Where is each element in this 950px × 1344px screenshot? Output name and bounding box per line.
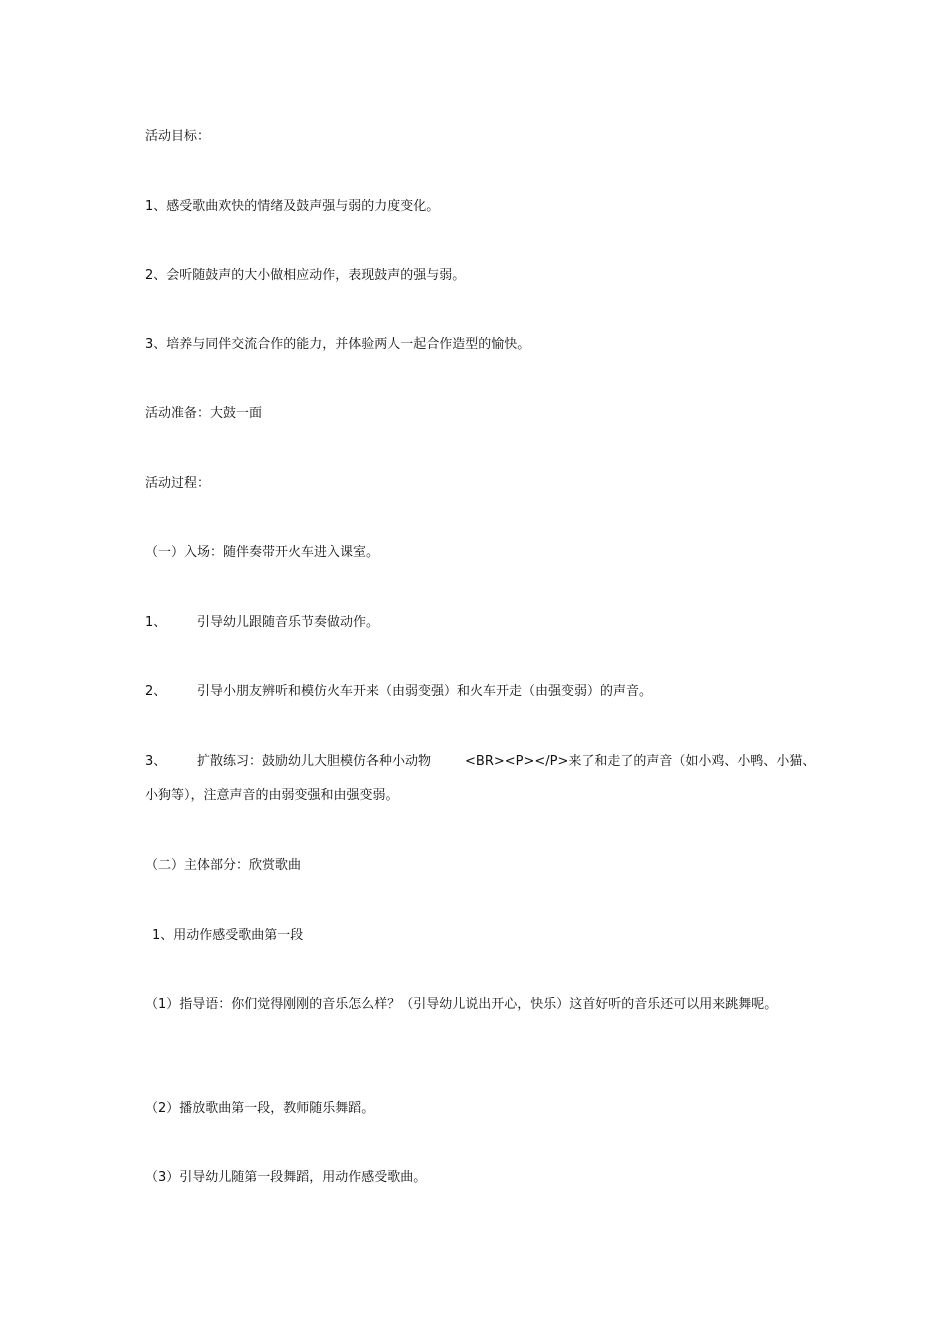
section-1-item-1 xyxy=(145,606,825,640)
goal-item-2: 2、会听随鼓声的大小做相应动作，表现鼓声的强与弱。 xyxy=(145,268,466,283)
section-2-title: （二）主体部分：欣赏歌曲 xyxy=(145,858,302,873)
goal-item-1: 1、感受歌曲欢快的情绪及鼓声强与弱的力度变化。 xyxy=(145,199,440,214)
section-1-title: （一）入场：随伴奏带开火车进入课室。 xyxy=(145,545,380,560)
item-text-a: 扩散练习：鼓励幼儿大胆模仿各种小动物 xyxy=(197,754,432,769)
step-2: （2）播放歌曲第一段，教师随乐舞蹈。 xyxy=(145,1101,375,1116)
heading-process: 活动过程： xyxy=(145,476,211,491)
step-1: （1）指导语：你们觉得刚刚的音乐怎么样？（引导幼儿说出开心，快乐）这首好听的音乐还可以用来跳舞呢。 xyxy=(145,997,778,1012)
section-1-item-3 xyxy=(145,745,825,813)
item-text: 引导小朋友辨听和模仿火车开来（由弱变强）和火车开走（由强变弱）的声音。 xyxy=(197,684,653,699)
item-text: 引导幼儿跟随音乐节奏做动作。 xyxy=(197,615,380,630)
activity-preparation: 活动准备：大鼓一面 xyxy=(145,406,263,421)
subsection-1-title: 1、用动作感受歌曲第一段 xyxy=(152,928,304,943)
heading-goals: 活动目标： xyxy=(145,129,211,144)
section-1-item-2 xyxy=(145,675,825,709)
item-number: 1、 xyxy=(145,615,167,630)
item-text-b: <BR><P></P>来了和走了的声音（如小鸡、小鸭、小猫、小狗等），注意声音的由弱变强和由强变弱。 xyxy=(145,754,816,803)
item-number: 3、 xyxy=(145,754,167,769)
item-number: 2、 xyxy=(145,684,167,699)
goal-item-3: 3、培养与同伴交流合作的能力，并体验两人一起合作造型的愉快。 xyxy=(145,337,531,352)
step-3: （3）引导幼儿随第一段舞蹈，用动作感受歌曲。 xyxy=(145,1170,427,1185)
